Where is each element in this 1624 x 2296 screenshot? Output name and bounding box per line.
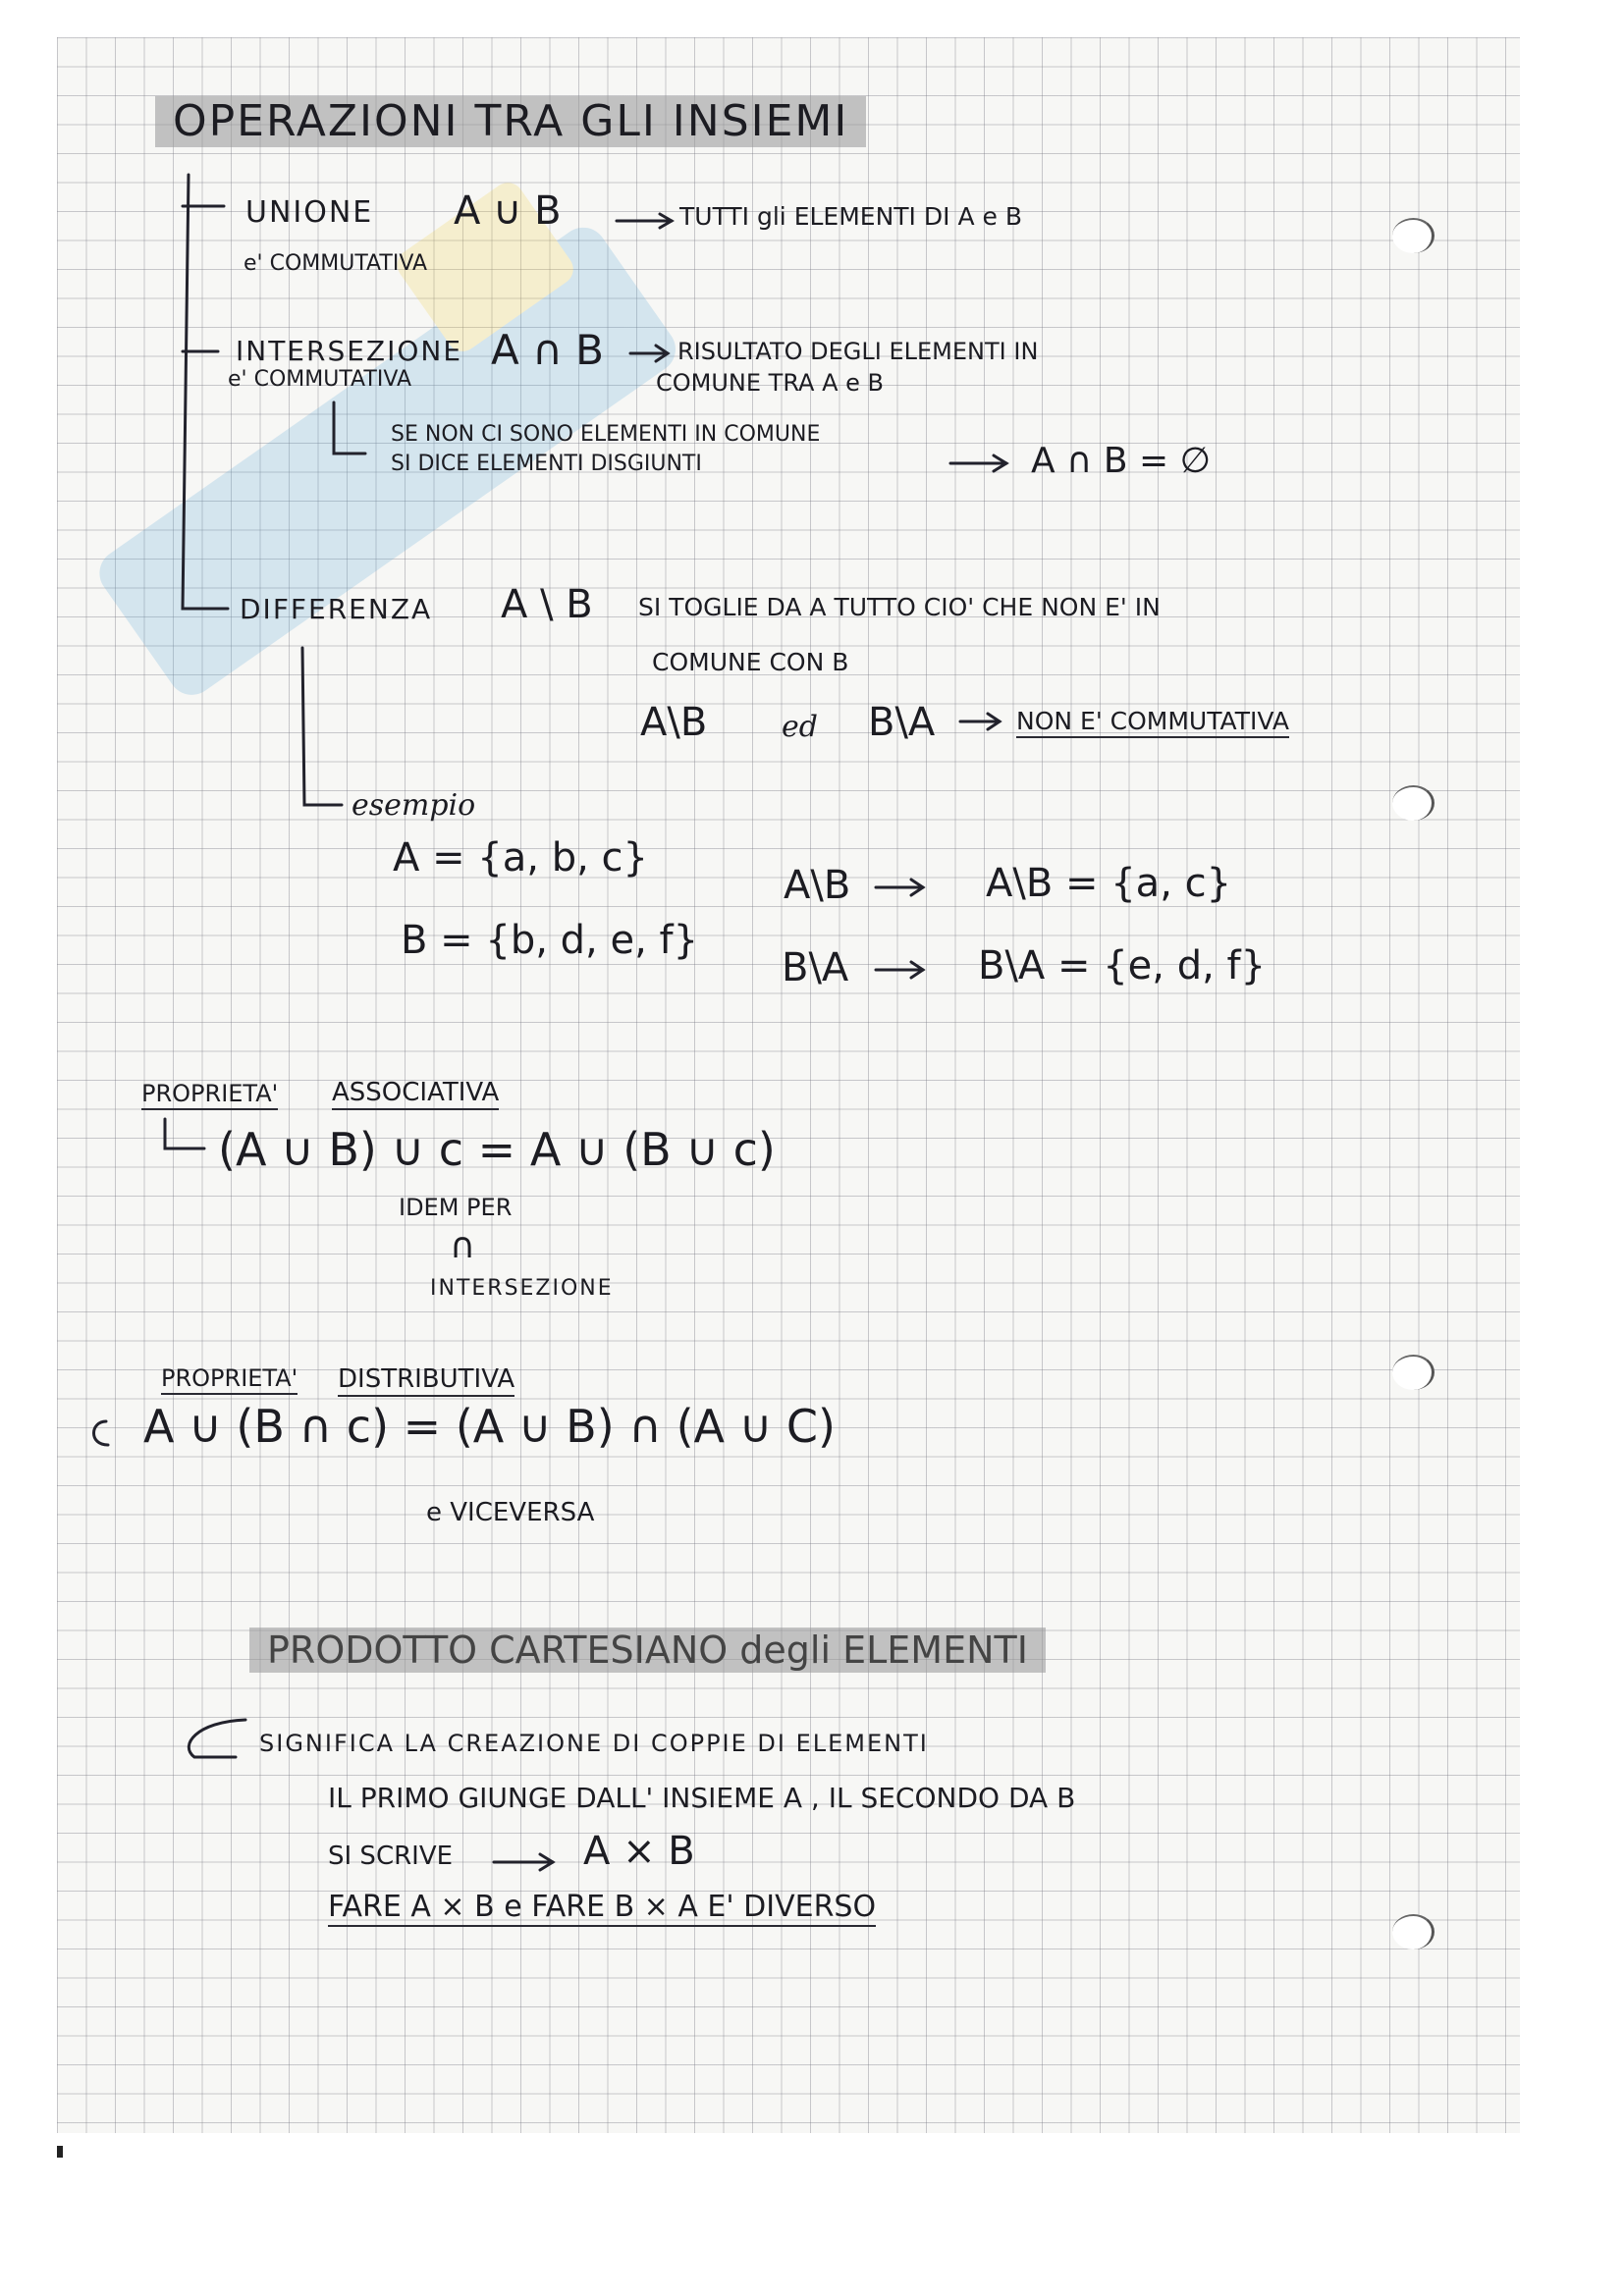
result-1-value: A\B = {a, c} [986, 861, 1232, 906]
cartesiano-line-4: FARE A × B e FARE B × A E' DIVERSO [328, 1893, 876, 1927]
result-2-value: B\A = {e, d, f} [978, 943, 1267, 988]
set-a: A = {a, b, c} [393, 835, 648, 881]
diff-ed: ed [782, 710, 818, 744]
unione-formula: A ∪ B [454, 188, 562, 234]
punch-hole [1392, 1355, 1435, 1390]
cartesiano-line-1: SIGNIFICA LA CREAZIONE DI COPPIE DI ELEMENTI [259, 1730, 929, 1757]
disgiunti-line-2: SI DICE ELEMENTI DISGIUNTI [391, 452, 702, 476]
scan-mark [57, 2146, 63, 2158]
set-b: B = {b, d, e, f} [401, 918, 699, 963]
idem-per: IDEM PER [399, 1194, 513, 1221]
esempio-label: esempio [352, 788, 476, 823]
si-scrive: SI SCRIVE [328, 1842, 454, 1871]
non-commutativa: NON E' COMMUTATIVA [1016, 709, 1289, 738]
result-2-op: B\A [782, 945, 849, 990]
cartesiano-line-2: IL PRIMO GIUNGE DALL' INSIEME A , IL SECONDO DA B [328, 1782, 1076, 1814]
punch-hole [1392, 785, 1435, 821]
differenza-label: DIFFERENZA [240, 593, 433, 625]
intersezione-formula: A ∩ B [491, 326, 604, 374]
punch-hole [1392, 218, 1435, 253]
unione-label: UNIONE [245, 195, 374, 230]
unione-description: TUTTI gli ELEMENTI DI A e B [679, 202, 1022, 231]
distributiva-heading-1: PROPRIETA' [161, 1366, 298, 1395]
page-title: OPERAZIONI TRA GLI INSIEMI [155, 96, 866, 147]
result-1-op: A\B [784, 863, 851, 908]
associativa-heading-2: ASSOCIATIVA [332, 1080, 499, 1110]
intersezione-label: INTERSEZIONE [236, 335, 463, 367]
axb-formula: A × B [583, 1829, 695, 1874]
intersezione-note: e' COMMUTATIVA [228, 367, 412, 392]
unione-note: e' COMMUTATIVA [244, 251, 428, 276]
differenza-desc-2: COMUNE CON B [652, 648, 849, 676]
intersezione-desc-2: COMUNE TRA A e B [656, 369, 884, 397]
viceversa: e VICEVERSA [426, 1498, 595, 1527]
associativa-formula: (A ∪ B) ∪ c = A ∪ (B ∪ c) [218, 1123, 776, 1176]
intersezione-desc-1: RISULTATO DEGLI ELEMENTI IN [677, 338, 1039, 365]
distributiva-formula: A ∪ (B ∩ c) = (A ∪ B) ∩ (A ∪ C) [143, 1400, 836, 1453]
disgiunti-formula: A ∩ B = ∅ [1031, 441, 1211, 481]
cartesiano-title: PRODOTTO CARTESIANO degli ELEMENTI [249, 1628, 1046, 1673]
punch-hole [1392, 1914, 1435, 1949]
distributiva-heading-2: DISTRIBUTIVA [338, 1366, 514, 1397]
cap-symbol: ∩ [450, 1226, 476, 1266]
differenza-formula: A \ B [501, 582, 593, 627]
diff-example-ba: B\A [868, 700, 936, 745]
disgiunti-line-1: SE NON CI SONO ELEMENTI IN COMUNE [391, 422, 821, 447]
differenza-desc-1: SI TOGLIE DA A TUTTO CIO' CHE NON E' IN [638, 593, 1161, 621]
idem-intersezione: INTERSEZIONE [430, 1276, 614, 1301]
associativa-heading-1: PROPRIETA' [141, 1082, 278, 1110]
diff-example-ab: A\B [640, 700, 708, 745]
